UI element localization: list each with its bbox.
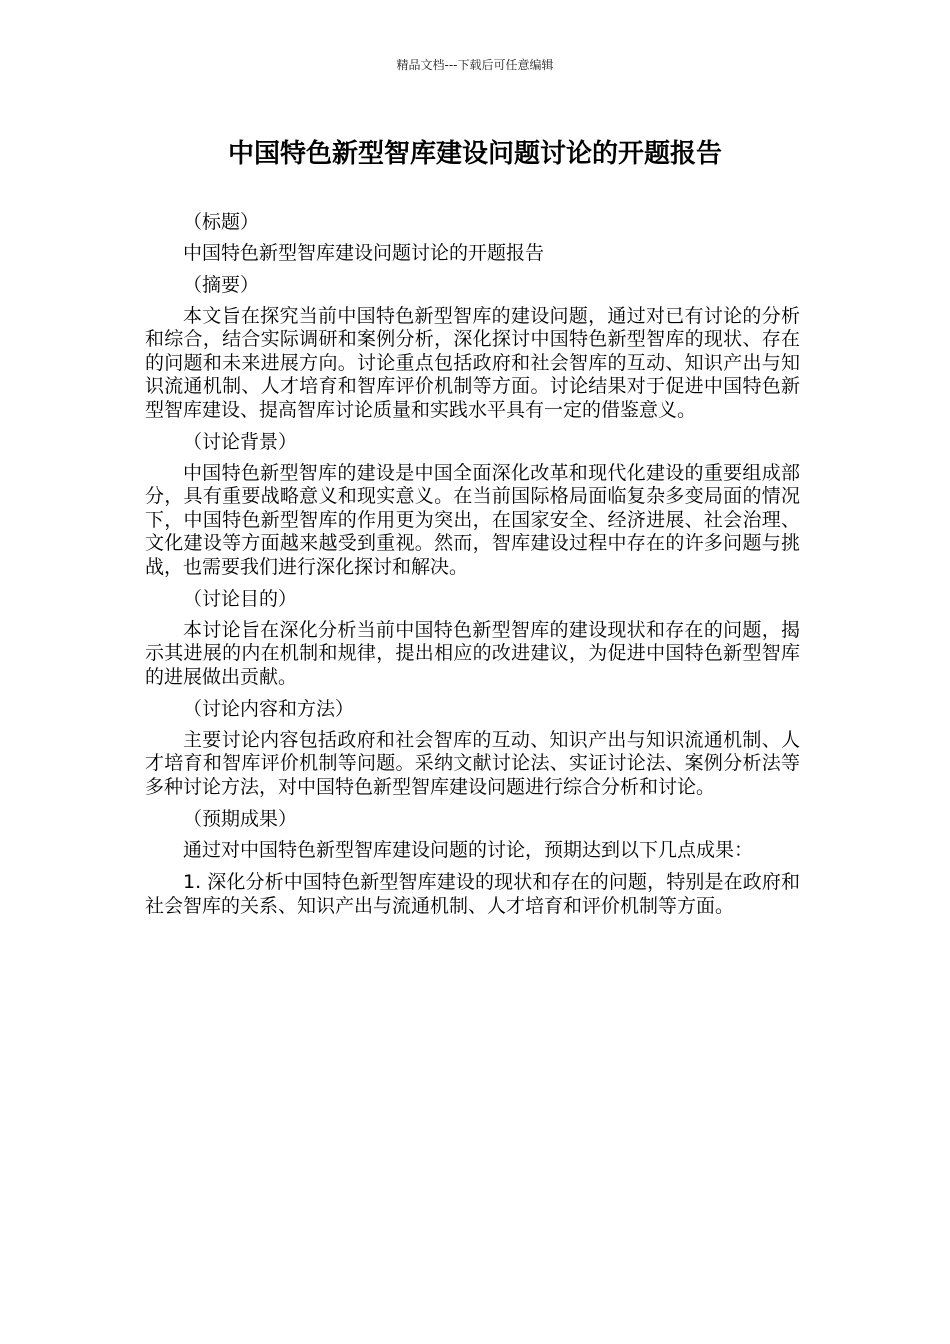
section-label-expected-results: （预期成果） — [183, 808, 298, 830]
page-header-note: 精品文档---下载后可任意编辑 — [396, 58, 554, 72]
section-label-abstract: （摘要） — [183, 274, 260, 296]
section-label-title: （标题） — [183, 211, 260, 233]
section-text-title: 中国特色新型智库建设问题讨论的开题报告 — [183, 241, 545, 264]
document-body — [145, 211, 800, 920]
section-label-content-method: （讨论内容和方法） — [183, 698, 355, 720]
section-text-content-method: 主要讨论内容包括政府和社会智库的互动、知识产出与知识流通机制、人才培育和智库评价机制等问题。采纳文献讨论法、实证讨论法、案例分析法等多种讨论方法，对中国特色新型智库建设问题进行综合分析和讨论。 — [145, 728, 800, 798]
section-text-expected-results: 通过对中国特色新型智库建设问题的讨论，预期达到以下几点成果： — [183, 838, 754, 861]
section-text-abstract: 本文旨在探究当前中国特色新型智库的建设问题，通过对已有讨论的分析和综合，结合实际调研和案例分析，深化探讨中国特色新型智库的现状、存在的问题和未来进展方向。讨论重点包括政府和社会智库的互动、知识产出与知识流通机制、人才培育和智库评价机制等方面。讨论结果对于促进中国特色新型智库建设、提高智库讨论质量和实践水平具有一定的借鉴意义。 — [145, 304, 800, 421]
document-title: 中国特色新型智库建设问题讨论的开题报告 — [227, 139, 722, 169]
section-text-background: 中国特色新型智库的建设是中国全面深化改革和现代化建设的重要组成部分，具有重要战略意义和现实意义。在当前国际格局面临复杂多变局面的情况下，中国特色新型智库的作用更为突出，在国家安全、经济进展、社会治理、文化建设等方面越来越受到重视。然而，智库建设过程中存在的许多问题与挑战，也需要我们进行深化探讨和解决。 — [145, 461, 800, 578]
section-label-background: （讨论背景） — [183, 431, 298, 453]
section-text-purpose: 本讨论旨在深化分析当前中国特色新型智库的建设现状和存在的问题，揭示其进展的内在机制和规律，提出相应的改进建议，为促进中国特色新型智库的进展做出贡献。 — [145, 618, 800, 688]
section-label-purpose: （讨论目的） — [183, 588, 298, 610]
numbered-item-1: 1. 深化分析中国特色新型智库建设的现状和存在的问题，特别是在政府和社会智库的关系、知识产出与流通机制、人才培育和评价机制等方面。 — [145, 871, 800, 917]
